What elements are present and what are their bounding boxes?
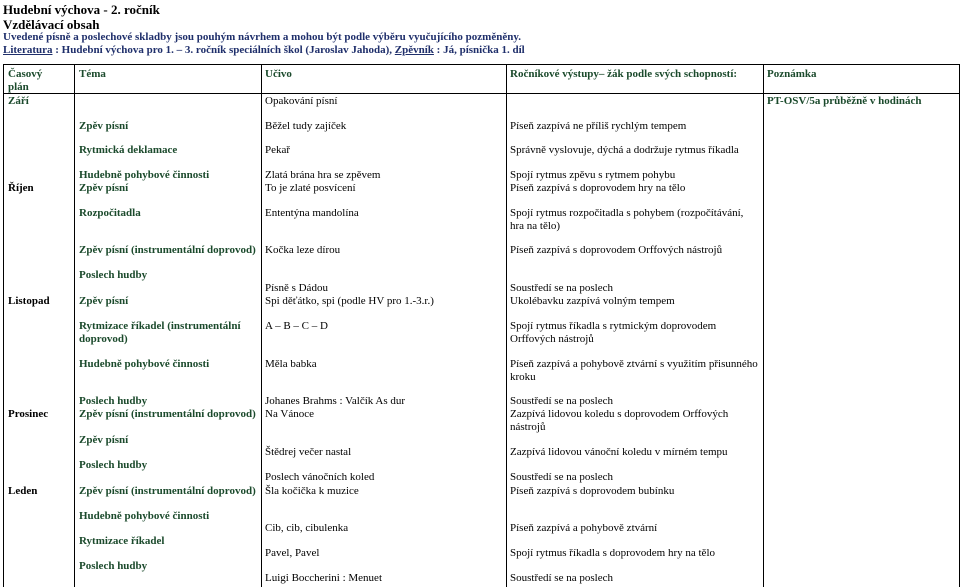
tema-cell: Hudebně pohybové činnosti xyxy=(79,510,210,522)
tema-cell: Zpěv písní xyxy=(79,182,129,194)
header-poznamka: Poznámka xyxy=(767,68,817,80)
month-leden: Leden xyxy=(8,485,38,497)
literature-label: Literatura xyxy=(3,44,53,56)
ucivo-cell: Běžel tudy zajíček xyxy=(265,120,347,132)
document-title: Hudební výchova - 2. ročník xyxy=(3,2,160,17)
header-plan-line1: Časový xyxy=(8,68,43,80)
tema-cell: Poslech hudby xyxy=(79,459,148,471)
vystup-cell: Ukolébavku zazpívá volným tempem xyxy=(510,295,675,307)
ucivo-cell: Johanes Brahms : Valčík As dur xyxy=(265,395,406,407)
literature-line xyxy=(3,44,525,57)
ucivo-cell: Měla babka xyxy=(265,358,317,370)
tema-cell: Poslech hudby xyxy=(79,395,148,407)
section-title: Vzdělávací obsah xyxy=(3,17,100,32)
tema-cell: Zpěv písní (instrumentální doprovod) xyxy=(79,485,256,497)
literature-separator: : xyxy=(52,44,62,56)
header-tema: Téma xyxy=(79,68,106,80)
tema-cell: Poslech hudby xyxy=(79,560,148,572)
column-divider xyxy=(506,65,507,587)
column-divider xyxy=(74,65,75,587)
ucivo-cell: Zlatá brána hra se zpěvem xyxy=(265,169,381,181)
header-ucivo: Učivo xyxy=(265,68,292,80)
tema-cell: Zpěv písní xyxy=(79,434,129,446)
vystup-cell: Soustředí se na poslech xyxy=(510,471,613,483)
ucivo-cell: Na Vánoce xyxy=(265,408,314,420)
ucivo-cell: Šla kočička k muzice xyxy=(265,485,359,497)
ucivo-cell: Spi děťátko, spi (podle HV pro 1.-3.r.) xyxy=(265,295,434,307)
ucivo-cell: Pavel, Pavel xyxy=(265,547,320,559)
vystup-cell: Spojí rytmus rozpočitadla s pohybem (rozpočítávání, hra na tělo) xyxy=(510,207,744,232)
songbook-title: : Já, písnička 1. díl xyxy=(433,44,525,56)
tema-cell: Hudebně pohybové činnosti xyxy=(79,169,210,181)
ucivo-cell: Ententýna mandolína xyxy=(265,207,359,219)
tema-cell: Rytmická deklamace xyxy=(79,144,178,156)
vystup-cell: Píseň zazpívá s doprovodem Orffových nástrojů xyxy=(510,244,723,256)
month-prosinec: Prosinec xyxy=(8,408,49,420)
ucivo-cell: Cib, cib, cibulenka xyxy=(265,522,349,534)
header-vystupy: Ročníkové výstupy– žák podle svých schopností: xyxy=(510,68,738,80)
tema-cell: Zpěv písní xyxy=(79,295,129,307)
vystup-cell: Spojí rytmus říkadla s doprovodem hry na tělo xyxy=(510,547,715,559)
header-plan-line2: plán xyxy=(8,81,29,93)
ucivo-cell: Pekař xyxy=(265,144,291,156)
literature-book: Hudební výchova pro 1. – 3. ročník speciálních škol (Jaroslav Jahoda), xyxy=(61,44,395,56)
songbook-label: Zpěvník xyxy=(394,44,434,56)
ucivo-cell: A – B – C – D xyxy=(265,320,328,332)
tema-cell: Poslech hudby xyxy=(79,269,148,281)
tema-cell: Rozpočitadla xyxy=(79,207,141,219)
vystup-cell: Soustředí se na poslech xyxy=(510,572,613,584)
ucivo-cell: To je zlaté posvícení xyxy=(265,182,356,194)
vystup-cell: Píseň zazpívá s doprovodem bubínku xyxy=(510,485,675,497)
header-plan xyxy=(8,68,42,94)
vystup-cell: Píseň zazpívá s doprovodem hry na tělo xyxy=(510,182,686,194)
tema-cell: Zpěv písní (instrumentální doprovod) xyxy=(79,408,256,420)
column-divider xyxy=(261,65,262,587)
tema-cell: Zpěv písní (instrumentální doprovod) xyxy=(79,244,256,256)
column-divider xyxy=(763,65,764,587)
vystup-cell: Píseň zazpívá a pohybově ztvární xyxy=(510,522,658,534)
vystup-cell: Píseň zazpívá ne příliš rychlým tempem xyxy=(510,120,687,132)
tema-cell: Rytmizace říkadel xyxy=(79,535,165,547)
vystup-cell: Soustředí se na poslech xyxy=(510,395,613,407)
ucivo-cell: Luigi Boccherini : Menuet xyxy=(265,572,382,584)
vystup-cell: Spojí rytmus říkadla s rytmickým doprovodem Orffových nástrojů xyxy=(510,320,717,345)
vystup-cell: Spojí rytmus zpěvu s rytmem pohybu xyxy=(510,169,676,181)
vystup-cell: Píseň zazpívá a pohybově ztvární s využitím přisunného kroku xyxy=(510,358,758,383)
ucivo-cell: Štědrej večer nastal xyxy=(265,446,352,458)
ucivo-cell: Kočka leze dírou xyxy=(265,244,341,256)
ucivo-cell: Poslech vánočních koled xyxy=(265,471,375,483)
zari-poznamka: PT-OSV/5a průběžně v hodinách xyxy=(767,95,922,107)
tema-cell: Zpěv písní xyxy=(79,120,129,132)
zari-ucivo: Opakování písní xyxy=(265,95,338,107)
vystup-cell: Soustředí se na poslech xyxy=(510,282,613,294)
month-rijen: Říjen xyxy=(8,182,34,194)
tema-cell: Hudebně pohybové činnosti xyxy=(79,358,210,370)
ucivo-cell: Písně s Dádou xyxy=(265,282,328,294)
vystup-cell: Zazpívá lidovou vánoční koledu v mírném tempu xyxy=(510,446,728,458)
tema-cell: Rytmizace říkadel (instrumentální doprovod) xyxy=(79,320,241,345)
month-zari: Září xyxy=(8,95,29,107)
month-listopad: Listopad xyxy=(8,295,50,307)
header-divider xyxy=(4,93,959,94)
vystup-cell: Správně vyslovuje, dýchá a dodržuje rytmus říkadla xyxy=(510,144,739,156)
vystup-cell: Zazpívá lidovou koledu s doprovodem Orffových nástrojů xyxy=(510,408,729,433)
intro-note: Uvedené písně a poslechové skladby jsou pouhým návrhem a mohou být podle výběru vyučujícího pozměněny. xyxy=(3,31,521,43)
